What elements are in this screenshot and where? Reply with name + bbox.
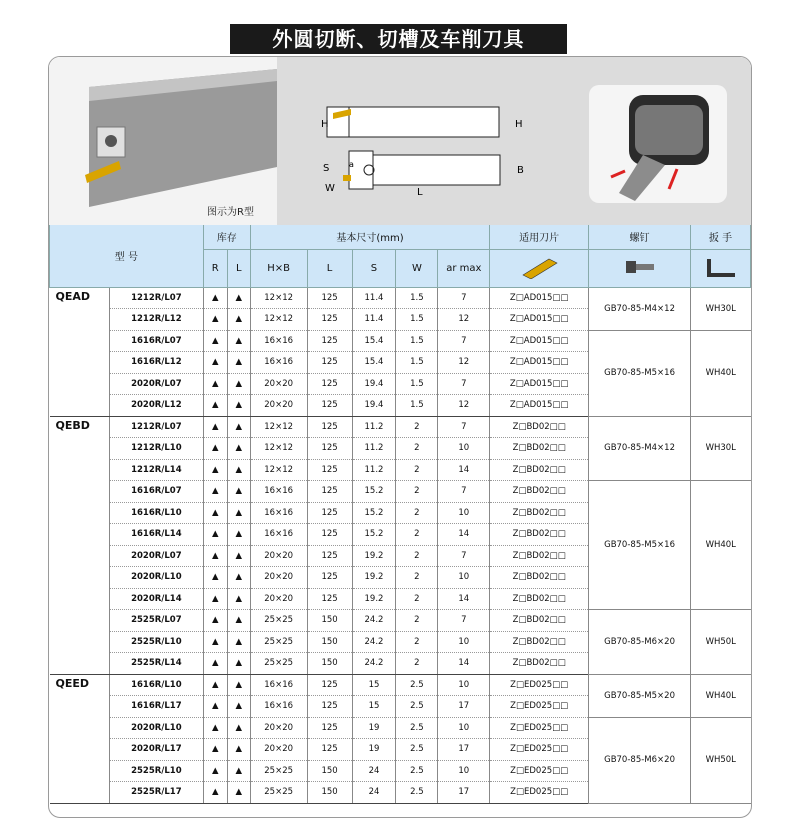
ar-cell: 14: [438, 459, 490, 481]
insert-cell: Z□AD015□□: [490, 330, 589, 352]
hb-cell: 20×20: [250, 588, 307, 610]
dim-label-w: W: [325, 183, 335, 194]
length-cell: 125: [307, 524, 352, 546]
figure-area: [49, 57, 751, 225]
dim-label-s: S: [323, 163, 330, 174]
w-cell: 2: [396, 502, 438, 524]
insert-cell: Z□BD02□□: [490, 588, 589, 610]
stock-r-cell: ▲: [203, 481, 227, 503]
w-cell: 2: [396, 416, 438, 438]
model-cell: 1212R/L14: [109, 459, 203, 481]
model-cell: 1212R/L10: [109, 438, 203, 460]
table-row: [50, 717, 751, 739]
insert-cell: Z□BD02□□: [490, 481, 589, 503]
ar-cell: 10: [438, 502, 490, 524]
length-cell: 125: [307, 739, 352, 761]
stock-r-cell: ▲: [203, 373, 227, 395]
assembly-photo-drawing: [589, 85, 727, 203]
hb-cell: 20×20: [250, 567, 307, 589]
stock-l-cell: ▲: [227, 588, 250, 610]
stock-l-cell: ▲: [227, 631, 250, 653]
s-cell: 11.2: [352, 459, 396, 481]
screw-cell: GB70-85-M6×20: [589, 610, 691, 675]
table-row: [50, 610, 751, 632]
wrench-cell: WH30L: [691, 287, 751, 330]
stock-r-cell: ▲: [203, 502, 227, 524]
model-cell: 2020R/L10: [109, 717, 203, 739]
table-row: [50, 287, 751, 309]
ar-cell: 12: [438, 309, 490, 331]
screw-cell: GB70-85-M5×16: [589, 330, 691, 416]
length-cell: 150: [307, 631, 352, 653]
model-cell: 1212R/L07: [109, 416, 203, 438]
wrench-cell: WH40L: [691, 674, 751, 717]
group-name: QEBD: [50, 416, 110, 674]
stock-r-cell: ▲: [203, 567, 227, 589]
w-cell: 2: [396, 524, 438, 546]
header-stock: 库存: [203, 225, 250, 249]
hb-cell: 12×12: [250, 416, 307, 438]
hb-cell: 20×20: [250, 739, 307, 761]
wrench-cell: WH40L: [691, 481, 751, 610]
w-cell: 2: [396, 653, 438, 675]
insert-cell: Z□BD02□□: [490, 416, 589, 438]
s-cell: 15.4: [352, 330, 396, 352]
hb-cell: 25×25: [250, 631, 307, 653]
stock-l-cell: ▲: [227, 696, 250, 718]
ar-cell: 7: [438, 330, 490, 352]
s-cell: 15.4: [352, 352, 396, 374]
group-name: QEAD: [50, 287, 110, 416]
stock-l-cell: ▲: [227, 438, 250, 460]
insert-cell: Z□AD015□□: [490, 373, 589, 395]
model-cell: 2020R/L07: [109, 545, 203, 567]
hb-cell: 16×16: [250, 330, 307, 352]
stock-l-cell: ▲: [227, 309, 250, 331]
w-cell: 2: [396, 588, 438, 610]
length-cell: 150: [307, 610, 352, 632]
hb-cell: 16×16: [250, 352, 307, 374]
s-cell: 19: [352, 739, 396, 761]
ar-cell: 12: [438, 395, 490, 417]
model-cell: 1616R/L10: [109, 502, 203, 524]
insert-cell: Z□AD015□□: [490, 309, 589, 331]
hb-cell: 16×16: [250, 481, 307, 503]
wrench-cell: WH50L: [691, 610, 751, 675]
length-cell: 125: [307, 373, 352, 395]
screw-cell: GB70-85-M4×12: [589, 416, 691, 481]
model-cell: 2020R/L12: [109, 395, 203, 417]
screw-cell: GB70-85-M4×12: [589, 287, 691, 330]
length-cell: 125: [307, 588, 352, 610]
header-col-s: S: [352, 249, 396, 287]
model-cell: 2525R/L07: [109, 610, 203, 632]
ar-cell: 14: [438, 524, 490, 546]
insert-cell: Z□BD02□□: [490, 631, 589, 653]
insert-cell: Z□BD02□□: [490, 545, 589, 567]
catalog-card: [48, 56, 752, 818]
header-col-l: L: [227, 249, 250, 287]
stock-l-cell: ▲: [227, 674, 250, 696]
wrench-cell: WH40L: [691, 330, 751, 416]
s-cell: 19.4: [352, 395, 396, 417]
w-cell: 2.5: [396, 717, 438, 739]
stock-l-cell: ▲: [227, 481, 250, 503]
model-cell: 1212R/L12: [109, 309, 203, 331]
stock-r-cell: ▲: [203, 459, 227, 481]
header-col-ar: ar max: [438, 249, 490, 287]
stock-r-cell: ▲: [203, 610, 227, 632]
assembly-photo: [589, 85, 727, 203]
stock-r-cell: ▲: [203, 352, 227, 374]
screw-cell: GB70-85-M5×16: [589, 481, 691, 610]
stock-l-cell: ▲: [227, 373, 250, 395]
hb-cell: 25×25: [250, 610, 307, 632]
length-cell: 125: [307, 309, 352, 331]
header-insert: 适用刀片: [490, 225, 589, 249]
ar-cell: 14: [438, 588, 490, 610]
stock-l-cell: ▲: [227, 416, 250, 438]
hb-cell: 20×20: [250, 545, 307, 567]
insert-cell: Z□AD015□□: [490, 395, 589, 417]
stock-l-cell: ▲: [227, 352, 250, 374]
model-cell: 1616R/L12: [109, 352, 203, 374]
insert-cell: Z□ED025□□: [490, 717, 589, 739]
dim-label-a: a: [349, 160, 354, 169]
model-cell: 1212R/L07: [109, 287, 203, 309]
header-wrench: 扳 手: [691, 225, 751, 249]
insert-cell: Z□BD02□□: [490, 438, 589, 460]
ar-cell: 17: [438, 696, 490, 718]
stock-r-cell: ▲: [203, 588, 227, 610]
w-cell: 1.5: [396, 309, 438, 331]
stock-r-cell: ▲: [203, 717, 227, 739]
insert-cell: Z□BD02□□: [490, 653, 589, 675]
hb-cell: 25×25: [250, 782, 307, 804]
w-cell: 2: [396, 567, 438, 589]
s-cell: 15.2: [352, 524, 396, 546]
s-cell: 15: [352, 696, 396, 718]
model-cell: 1616R/L14: [109, 524, 203, 546]
length-cell: 125: [307, 717, 352, 739]
insert-cell: Z□BD02□□: [490, 502, 589, 524]
w-cell: 2.5: [396, 782, 438, 804]
stock-r-cell: ▲: [203, 674, 227, 696]
ar-cell: 10: [438, 674, 490, 696]
insert-cell: Z□AD015□□: [490, 287, 589, 309]
length-cell: 125: [307, 416, 352, 438]
tool-holder-drawing: [49, 57, 277, 225]
stock-l-cell: ▲: [227, 760, 250, 782]
hb-cell: 12×12: [250, 438, 307, 460]
wrench-cell: WH30L: [691, 416, 751, 481]
hb-cell: 25×25: [250, 653, 307, 675]
tool-illustration: [49, 57, 277, 225]
ar-cell: 10: [438, 717, 490, 739]
s-cell: 19.2: [352, 567, 396, 589]
stock-r-cell: ▲: [203, 545, 227, 567]
ar-cell: 10: [438, 438, 490, 460]
length-cell: 125: [307, 567, 352, 589]
hb-cell: 20×20: [250, 717, 307, 739]
ar-cell: 7: [438, 373, 490, 395]
stock-r-cell: ▲: [203, 524, 227, 546]
group-name: QEED: [50, 674, 110, 803]
screw-icon: [589, 249, 691, 287]
table-row: [50, 416, 751, 438]
stock-l-cell: ▲: [227, 287, 250, 309]
header-col-r: R: [203, 249, 227, 287]
insert-cell: Z□BD02□□: [490, 610, 589, 632]
insert-cell: Z□BD02□□: [490, 524, 589, 546]
stock-l-cell: ▲: [227, 395, 250, 417]
w-cell: 2: [396, 438, 438, 460]
page-title: 外圆切断、切槽及车削刀具: [230, 24, 567, 54]
w-cell: 2.5: [396, 739, 438, 761]
length-cell: 125: [307, 481, 352, 503]
model-cell: 2020R/L17: [109, 739, 203, 761]
ar-cell: 17: [438, 782, 490, 804]
stock-r-cell: ▲: [203, 330, 227, 352]
model-cell: 2020R/L14: [109, 588, 203, 610]
length-cell: 125: [307, 287, 352, 309]
insert-cell: Z□ED025□□: [490, 739, 589, 761]
screw-cell: GB70-85-M5×20: [589, 674, 691, 717]
hb-cell: 16×16: [250, 674, 307, 696]
insert-cell: Z□BD02□□: [490, 567, 589, 589]
s-cell: 24.2: [352, 631, 396, 653]
length-cell: 125: [307, 352, 352, 374]
stock-r-cell: ▲: [203, 631, 227, 653]
hb-cell: 12×12: [250, 309, 307, 331]
ar-cell: 7: [438, 287, 490, 309]
dim-label-l: L: [417, 187, 423, 198]
header-col-length: L: [307, 249, 352, 287]
s-cell: 19.2: [352, 588, 396, 610]
model-cell: 2525R/L10: [109, 631, 203, 653]
stock-r-cell: ▲: [203, 760, 227, 782]
hb-cell: 16×16: [250, 696, 307, 718]
ar-cell: 7: [438, 416, 490, 438]
model-cell: 2525R/L14: [109, 653, 203, 675]
stock-r-cell: ▲: [203, 395, 227, 417]
hb-cell: 16×16: [250, 524, 307, 546]
ar-cell: 7: [438, 610, 490, 632]
insert-cell: Z□ED025□□: [490, 782, 589, 804]
figure-caption: 图示为R型: [207, 207, 254, 218]
length-cell: 125: [307, 438, 352, 460]
insert-cell: Z□BD02□□: [490, 459, 589, 481]
s-cell: 19.2: [352, 545, 396, 567]
stock-r-cell: ▲: [203, 739, 227, 761]
stock-l-cell: ▲: [227, 524, 250, 546]
w-cell: 2.5: [396, 696, 438, 718]
stock-l-cell: ▲: [227, 502, 250, 524]
w-cell: 2.5: [396, 760, 438, 782]
dim-label-h-right: H: [515, 119, 523, 130]
w-cell: 1.5: [396, 330, 438, 352]
stock-r-cell: ▲: [203, 287, 227, 309]
w-cell: 2: [396, 545, 438, 567]
w-cell: 2: [396, 459, 438, 481]
hb-cell: 20×20: [250, 373, 307, 395]
w-cell: 1.5: [396, 395, 438, 417]
hb-cell: 16×16: [250, 502, 307, 524]
length-cell: 125: [307, 459, 352, 481]
model-cell: 2525R/L10: [109, 760, 203, 782]
table-row: [50, 481, 751, 503]
length-cell: 150: [307, 653, 352, 675]
model-cell: 2020R/L07: [109, 373, 203, 395]
stock-l-cell: ▲: [227, 545, 250, 567]
insert-cell: Z□AD015□□: [490, 352, 589, 374]
s-cell: 24.2: [352, 610, 396, 632]
stock-r-cell: ▲: [203, 416, 227, 438]
table-row: [50, 674, 751, 696]
insert-icon: [490, 249, 589, 287]
length-cell: 125: [307, 330, 352, 352]
insert-cell: Z□ED025□□: [490, 760, 589, 782]
ar-cell: 10: [438, 760, 490, 782]
stock-r-cell: ▲: [203, 653, 227, 675]
model-cell: 1616R/L07: [109, 481, 203, 503]
length-cell: 125: [307, 395, 352, 417]
stock-l-cell: ▲: [227, 653, 250, 675]
length-cell: 125: [307, 696, 352, 718]
header-basic-dims: 基本尺寸(mm): [250, 225, 490, 249]
stock-r-cell: ▲: [203, 782, 227, 804]
w-cell: 2: [396, 610, 438, 632]
table-row: [50, 330, 751, 352]
ar-cell: 17: [438, 739, 490, 761]
dimension-drawing: [277, 57, 577, 225]
model-cell: 2525R/L17: [109, 782, 203, 804]
ar-cell: 10: [438, 631, 490, 653]
w-cell: 2: [396, 481, 438, 503]
ar-cell: 7: [438, 481, 490, 503]
w-cell: 1.5: [396, 287, 438, 309]
spec-table-body: [50, 287, 751, 803]
wrench-icon: [691, 249, 751, 287]
stock-r-cell: ▲: [203, 309, 227, 331]
stock-l-cell: ▲: [227, 782, 250, 804]
model-cell: 1616R/L17: [109, 696, 203, 718]
length-cell: 150: [307, 760, 352, 782]
wrench-cell: WH50L: [691, 717, 751, 803]
w-cell: 1.5: [396, 352, 438, 374]
model-cell: 2020R/L10: [109, 567, 203, 589]
w-cell: 2.5: [396, 674, 438, 696]
hb-cell: 25×25: [250, 760, 307, 782]
s-cell: 24: [352, 760, 396, 782]
spec-table: [49, 225, 751, 804]
stock-l-cell: ▲: [227, 610, 250, 632]
ar-cell: 12: [438, 352, 490, 374]
model-cell: 1616R/L10: [109, 674, 203, 696]
length-cell: 125: [307, 545, 352, 567]
header-screw: 螺钉: [589, 225, 691, 249]
header-col-w: W: [396, 249, 438, 287]
s-cell: 24.2: [352, 653, 396, 675]
stock-l-cell: ▲: [227, 567, 250, 589]
s-cell: 11.4: [352, 309, 396, 331]
hb-cell: 12×12: [250, 459, 307, 481]
length-cell: 125: [307, 502, 352, 524]
stock-r-cell: ▲: [203, 438, 227, 460]
stock-l-cell: ▲: [227, 739, 250, 761]
dim-label-b: B: [517, 165, 524, 176]
s-cell: 19: [352, 717, 396, 739]
insert-cell: Z□ED025□□: [490, 674, 589, 696]
stock-l-cell: ▲: [227, 717, 250, 739]
s-cell: 11.2: [352, 438, 396, 460]
hb-cell: 20×20: [250, 395, 307, 417]
hb-cell: 12×12: [250, 287, 307, 309]
s-cell: 15.2: [352, 502, 396, 524]
w-cell: 2: [396, 631, 438, 653]
length-cell: 150: [307, 782, 352, 804]
stock-l-cell: ▲: [227, 330, 250, 352]
ar-cell: 14: [438, 653, 490, 675]
s-cell: 19.4: [352, 373, 396, 395]
ar-cell: 7: [438, 545, 490, 567]
header-col-hb: H×B: [250, 249, 307, 287]
stock-r-cell: ▲: [203, 696, 227, 718]
stock-l-cell: ▲: [227, 459, 250, 481]
header-model: 型 号: [50, 225, 204, 287]
s-cell: 15: [352, 674, 396, 696]
insert-cell: Z□ED025□□: [490, 696, 589, 718]
s-cell: 24: [352, 782, 396, 804]
dim-label-h-left: H: [321, 119, 329, 130]
w-cell: 1.5: [396, 373, 438, 395]
ar-cell: 10: [438, 567, 490, 589]
model-cell: 1616R/L07: [109, 330, 203, 352]
s-cell: 11.2: [352, 416, 396, 438]
s-cell: 15.2: [352, 481, 396, 503]
s-cell: 11.4: [352, 287, 396, 309]
screw-cell: GB70-85-M6×20: [589, 717, 691, 803]
length-cell: 125: [307, 674, 352, 696]
